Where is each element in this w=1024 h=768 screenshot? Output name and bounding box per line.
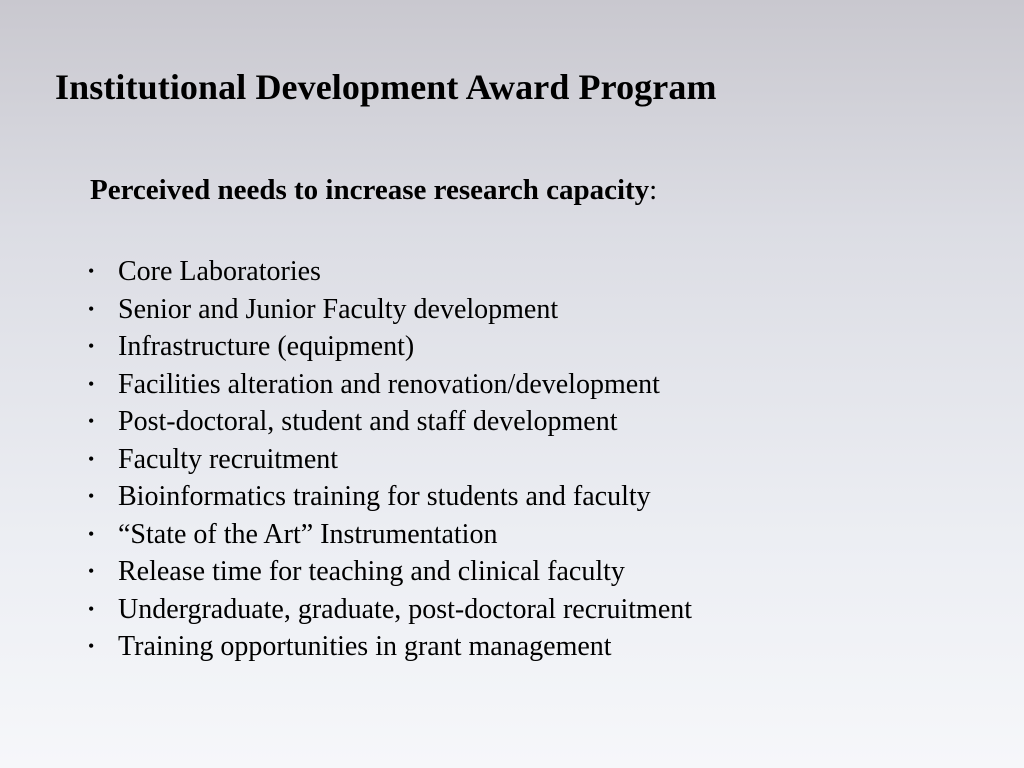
bullet-icon: • [88,261,95,281]
list-item-text: Post-doctoral, student and staff development [118,406,618,437]
list-item [86,478,692,516]
list-item-text: Bioinformatics training for students and faculty [118,481,651,512]
list-item-text: Facilities alteration and renovation/development [118,368,660,400]
list-item [86,403,692,441]
list-item [86,253,692,291]
list-item [86,516,692,554]
list-item-text: Faculty recruitment [118,443,339,475]
bullet-icon: • [88,411,95,431]
list-item [86,328,692,366]
bullet-icon: • [88,448,95,469]
subtitle-bold-text: Perceived needs to increase research capacity [90,174,650,206]
list-item-text: Senior and Junior Faculty development [118,293,559,325]
list-item-text: Core Laboratories [118,256,321,287]
slide-subtitle [90,174,657,207]
list-item-text: Release time for teaching and clinical faculty [118,556,625,587]
bullet-icon: • [88,486,95,506]
list-item [86,553,692,591]
bullet-icon: • [88,298,95,319]
list-item-text: Undergraduate, graduate, post-doctoral recruitment [118,593,693,625]
bullet-icon: • [88,523,95,544]
list-item [86,291,692,329]
slide-title: Institutional Development Award Program [55,67,717,107]
bullet-icon: • [88,561,95,581]
bullet-icon: • [88,373,95,394]
list-item-text: Training opportunities in grant management [118,631,612,662]
needs-list [86,253,692,666]
list-item-text: “State of the Art” Instrumentation [118,518,498,550]
bullet-icon: • [88,636,95,656]
bullet-icon: • [88,336,95,356]
list-item [86,628,692,666]
list-item-text: Infrastructure (equipment) [118,331,415,362]
subtitle-suffix: : [649,174,658,206]
bullet-icon: • [88,598,95,619]
list-item [86,591,692,629]
list-item [86,441,692,479]
list-item [86,366,692,404]
